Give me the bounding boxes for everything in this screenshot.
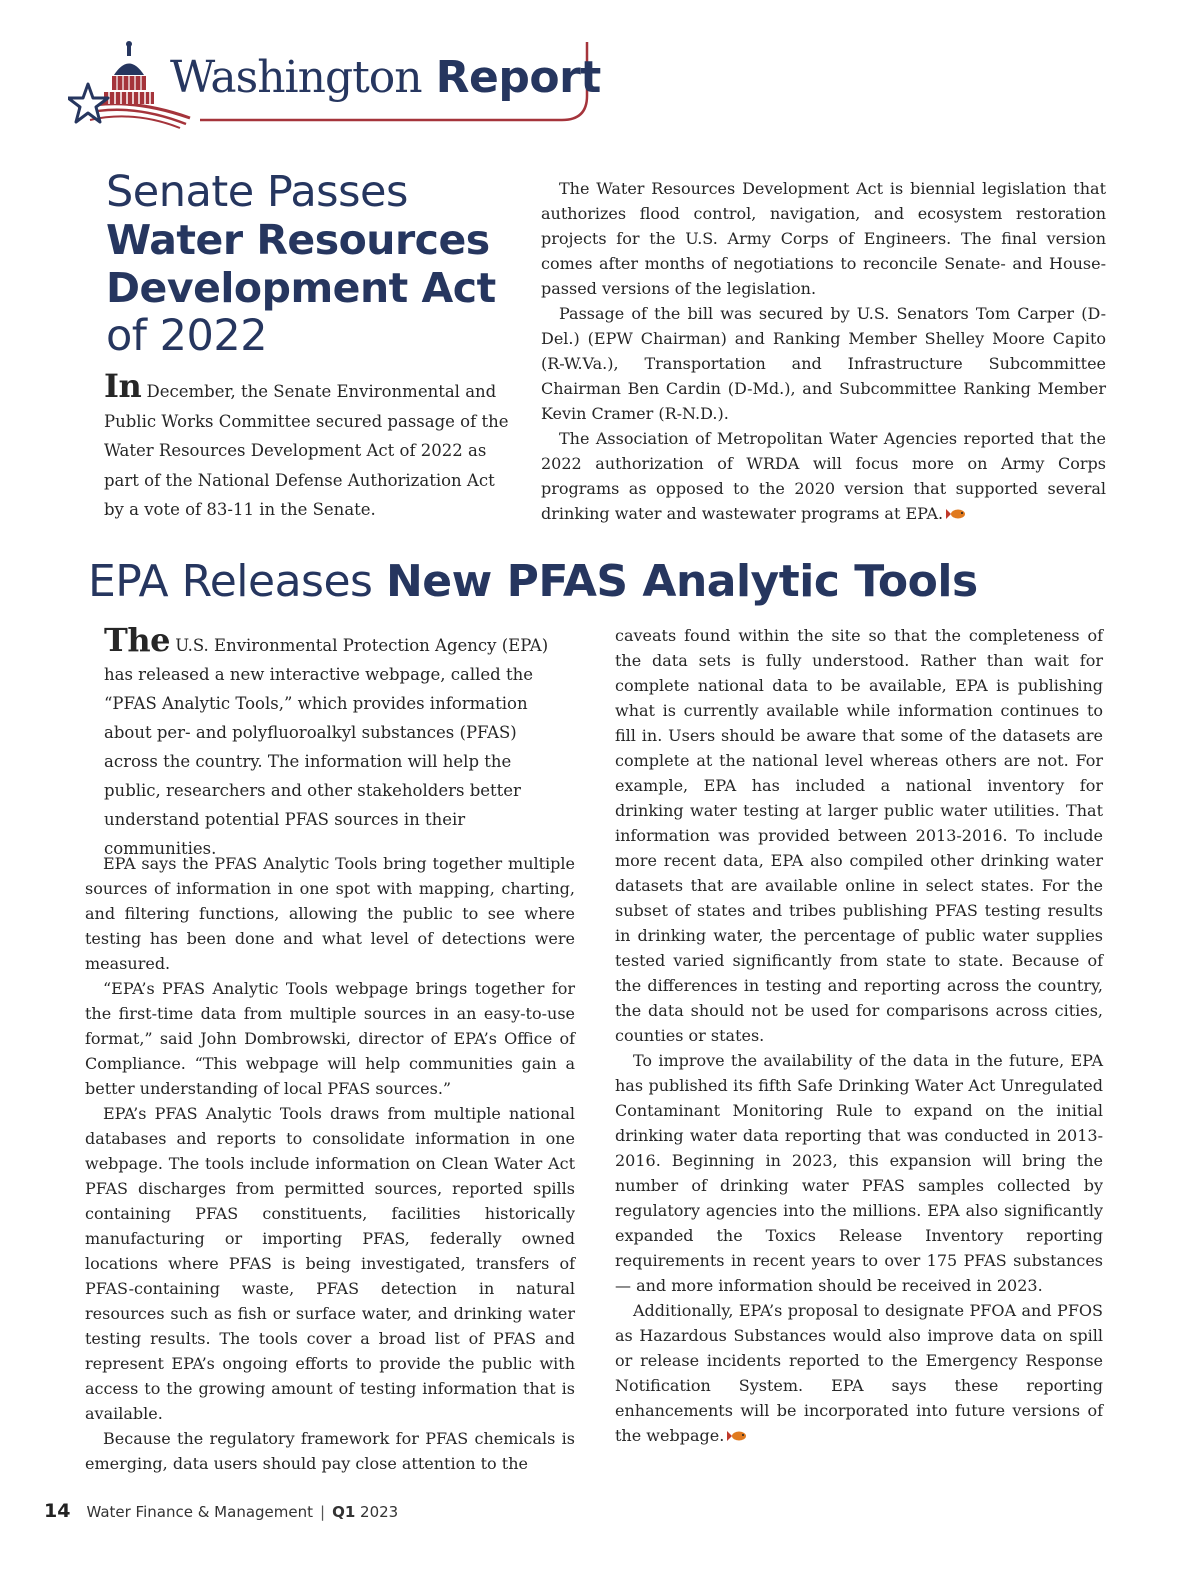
section-title (170, 52, 601, 104)
article2-paragraph: “EPA’s PFAS Analytic Tools webpage brings together for the first-time data from multiple sources in an easy-to-use format,” said John Dombrowski, director of EPA’s Office of Compliance. “This webpage will help communities gain a better understanding of local PFAS sources.” (85, 979, 575, 1098)
article1-paragraph (541, 426, 1106, 526)
article2-headline (88, 556, 1118, 608)
lead-drop-word: The (104, 621, 170, 659)
headline-bold: New PFAS Analytic Tools (385, 556, 978, 607)
article2-right-column (615, 623, 1103, 1448)
article2-paragraph: EPA says the PFAS Analytic Tools bring together multiple sources of information in one spot with mapping, charting, and filtering functions, allowing the public to see where testing has been done and what level of detections were measured. (85, 854, 575, 973)
article2-lead (104, 621, 549, 863)
article2-paragraph: EPA’s PFAS Analytic Tools draws from multiple national databases and reports to consolidate information in one webpage. The tools include information on Clean Water Act PFAS discharges from permitted sources, reported spills containing PFAS constituents, facilities historically manufacturing or importing PFAS, federally owned locations where PFAS is being investigated, transfers of PFAS-containing waste, PFAS detection in natural resources such as fish or surface water, and drinking water testing results. The tools cover a broad list of PFAS and represent EPA’s ongoing efforts to provide the public with access to the growing amount of testing information that is available. (85, 1104, 575, 1423)
article1-paragraph: The Water Resources Development Act is biennial legislation that authorizes flood control, navigation, and ecosystem restoration projects for the U.S. Army Corps of Engineers. The final version comes after months of negotiations to reconcile Senate- and House-passed versions of the legislation. (541, 179, 1106, 298)
headline-line-1: Senate Passes (106, 167, 408, 217)
article2-paragraph: To improve the availability of the data in the future, EPA has published its fifth Safe Drinking Water Act Unregulated Contaminant Monitoring Rule to expand on the initial drinking water data reporting that was conducted in 2013-2016. Beginning in 2023, this expansion will bring the number of drinking water PFAS samples collected by regulatory agencies into the millions. EPA also significantly expanded the Toxics Release Inventory reporting requirements in recent years to over 175 PFAS substances — and more information should be received in 2023. (615, 1051, 1103, 1295)
footer-separator: | (320, 1503, 326, 1521)
paragraph-text: The Association of Metropolitan Water Agencies reported that the 2022 authorization of WRDA will focus more on Army Corps programs as opposed to the 2020 version that supported several drinking water and wastewater programs at EPA. (541, 429, 1106, 523)
issue-year: 2023 (360, 1503, 399, 1521)
page-footer (44, 1500, 398, 1522)
lead-drop-word: In (104, 367, 142, 405)
page-number: 14 (44, 1500, 71, 1522)
article1-body (541, 176, 1106, 526)
article2-paragraph: caveats found within the site so that the completeness of the data sets is fully understood. Rather than wait for complete national data to be available, EPA is publishing what is currently available while information continues to fill in. Users should be aware that some of the datasets are complete at the national level whereas others are not. For example, EPA has included a national inventory for drinking water testing at larger public water utilities. That information was provided between 2013-2016. To include more recent data, EPA also compiled other drinking water datasets that are available online in select states. For the subset of states and tribes publishing PFAS testing results in drinking water, the percentage of public water supplies tested varied significantly from state to state. Because of the differences in testing and reporting across the country, the data should not be used for comparisons across cities, counties or states. (615, 626, 1103, 1045)
article1-lead (104, 367, 514, 525)
headline-line-3: Development Act (106, 264, 496, 312)
headline-light: EPA Releases (88, 556, 373, 607)
issue-quarter: Q1 (332, 1503, 356, 1521)
headline-line-2: Water Resources (106, 216, 490, 264)
fish-end-icon (726, 1429, 748, 1443)
section-title-bold: Report (435, 52, 601, 103)
article2-left-column (85, 851, 575, 1476)
fish-end-icon (945, 507, 967, 521)
lead-text: U.S. Environmental Protection Agency (EPA) has released a new interactive webpage, called the “PFAS Analytic Tools,” which provides information about per- and polyfluoroalkyl substances (PFAS) across the country. The information will help the public, researchers and other stakeholders better understand potential PFAS sources in their communities. (104, 636, 549, 858)
paragraph-text: Additionally, EPA’s proposal to designate PFOA and PFOS as Hazardous Substances would also improve data on spill or release incidents reported to the Emergency Response Notification System. EPA says these reporting enhancements will be incorporated into future versions of the webpage. (615, 1301, 1103, 1445)
publication-name: Water Finance & Management (86, 1503, 313, 1521)
article2-paragraph: Because the regulatory framework for PFAS chemicals is emerging, data users should pay close attention to the (85, 1429, 575, 1473)
article2-paragraph (615, 1298, 1103, 1448)
article1-paragraph: Passage of the bill was secured by U.S. Senators Tom Carper (D-Del.) (EPW Chairman) and Ranking Member Shelley Moore Capito (R-W.Va.), Transportation and Infrastructure Subcommittee Chairman Ben Cardin (D-Md.), and Subcommittee Ranking Member Kevin Cramer (R-N.D.). (541, 304, 1106, 423)
article1-headline (106, 168, 526, 360)
headline-line-4: of 2022 (106, 311, 268, 361)
section-title-light: Washington (170, 52, 422, 103)
lead-text: December, the Senate Environmental and Public Works Committee secured passage of the Water Resources Development Act of 2022 as part of the National Defense Authorization Act by a vote of 83-11 in the Senate. (104, 382, 509, 519)
